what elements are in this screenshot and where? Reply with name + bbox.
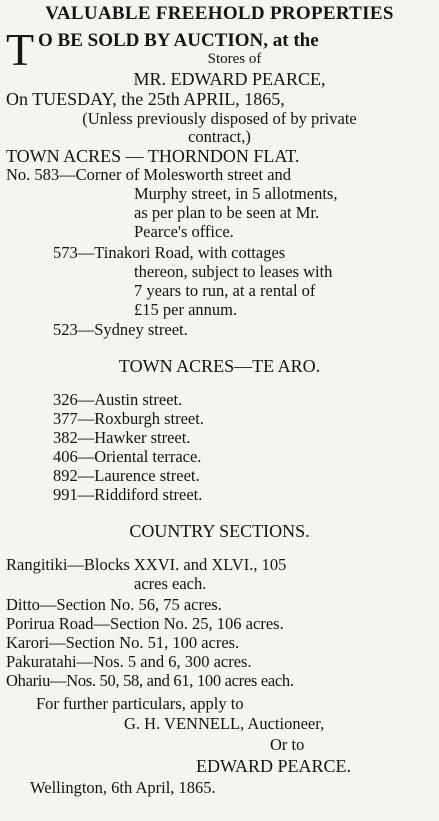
footer-date-line: Wellington, 6th April, 1865. [30, 778, 216, 797]
country-porirua: Porirua Road—Section No. 25, 106 acres. [6, 614, 284, 633]
unless-line-1: (Unless previously disposed of by private [82, 109, 357, 128]
country-ditto: Ditto—Section No. 56, 75 acres. [6, 595, 222, 614]
lot-583-line-4: Pearce's office. [134, 222, 234, 241]
te-aro-lot-326: 326—Austin street. [53, 390, 183, 409]
te-aro-lot-382: 382—Hawker street. [53, 428, 191, 447]
further-particulars-line: For further particulars, apply to [36, 694, 244, 713]
sale-date-line: On TUESDAY, the 25th APRIL, 1865, [6, 89, 285, 109]
country-ohariu: Ohariu—Nos. 50, 58, and 61, 100 acres each. [6, 671, 294, 690]
lot-583-line-1: No. 583—Corner of Molesworth street and [6, 165, 292, 184]
drop-cap-letter: T [6, 24, 35, 75]
or-to-line: Or to [270, 735, 305, 754]
country-rangitiki-line-2: acres each. [134, 574, 207, 593]
vennell-auctioneer-line: G. H. VENNELL, Auctioneer, [124, 714, 325, 733]
section-heading-thorndon: TOWN ACRES — THORNDON FLAT. [6, 146, 300, 166]
lot-573-line-2: thereon, subject to leases with [134, 262, 333, 281]
auction-line: O BE SOLD BY AUCTION, at the [38, 30, 319, 51]
te-aro-lot-377: 377—Roxburgh street. [53, 409, 204, 428]
unless-line-2: contract,) [188, 127, 251, 146]
te-aro-lot-892: 892—Laurence street. [53, 466, 200, 485]
stores-of-line: Stores of [207, 51, 262, 67]
section-heading-country: COUNTRY SECTIONS. [129, 521, 310, 541]
te-aro-lot-991: 991—Riddiford street. [53, 485, 203, 504]
country-pakuratahi: Pakuratahi—Nos. 5 and 6, 300 acres. [6, 652, 252, 671]
lot-523-line: 523—Sydney street. [53, 320, 188, 339]
lot-573-line-4: £15 per annum. [134, 300, 238, 319]
pearce-signature-line: EDWARD PEARCE. [196, 756, 352, 776]
lot-573-line-3: 7 years to run, at a rental of [134, 281, 316, 300]
lot-583-line-2: Murphy street, in 5 allotments, [134, 184, 338, 203]
country-rangitiki-line-1: Rangitiki—Blocks XXVI. and XLVI., 105 [6, 555, 287, 574]
lot-583-line-3: as per plan to be seen at Mr. [134, 203, 320, 222]
country-karori: Karori—Section No. 51, 100 acres. [6, 633, 240, 652]
ad-title: VALUABLE FREEHOLD PROPERTIES [45, 3, 394, 24]
auctioneer-name: MR. EDWARD PEARCE, [133, 69, 326, 89]
section-heading-te-aro: TOWN ACRES—TE ARO. [118, 356, 321, 376]
lot-573-line-1: 573—Tinakori Road, with cottages [53, 243, 286, 262]
te-aro-lot-406: 406—Oriental terrace. [53, 447, 202, 466]
